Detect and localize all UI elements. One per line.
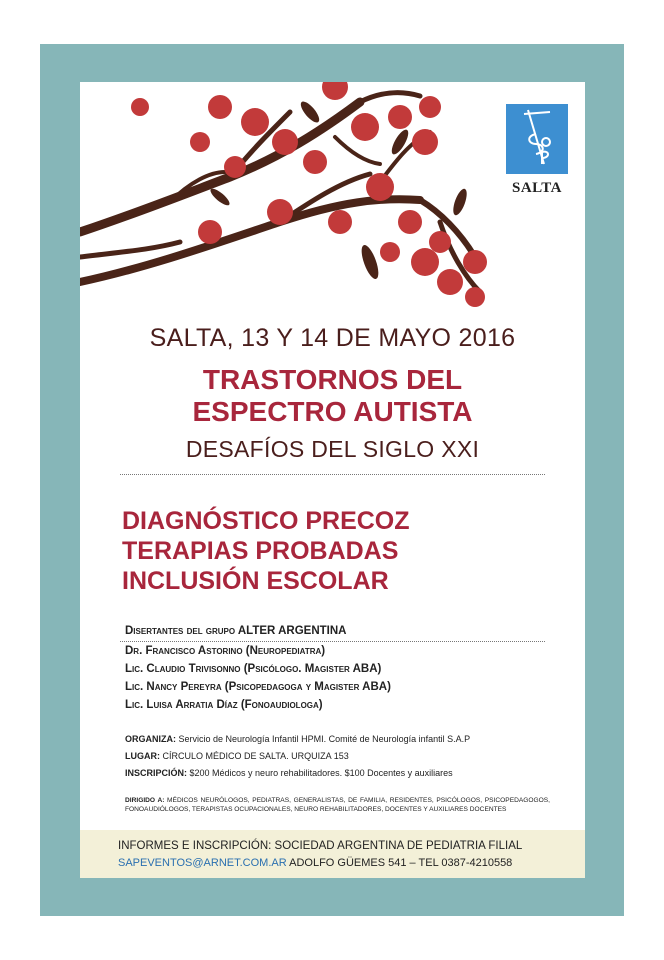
- speaker-1: Dr. Francisco Astorino (Neuropediatra): [125, 645, 326, 657]
- footer-informes: INFORMES E INSCRIPCIÓN: SOCIEDAD ARGENTINA DE PEDIATRIA FILIAL: [118, 840, 523, 852]
- event-title-line2: ESPECTRO AUTISTA: [192, 396, 473, 427]
- footer-band: [80, 830, 585, 878]
- lugar-info: [125, 751, 349, 761]
- event-date: SALTA, 13 Y 14 DE MAYO 2016: [149, 324, 516, 352]
- speaker-3: Lic. Nancy Pereyra (Psicopedagoga y Magister ABA): [125, 681, 391, 693]
- blossom-branch-illustration: [80, 82, 500, 322]
- poster: [80, 82, 585, 878]
- inscripcion-value: $200 Médicos y neuro rehabilitadores. $100 Docentes y auxiliares: [187, 768, 453, 778]
- contact-email-link[interactable]: SAPEVENTOS@ARNET.COM.AR: [118, 857, 287, 869]
- inscripcion-info: [125, 768, 453, 778]
- event-title-line1: TRASTORNOS DEL: [202, 364, 463, 395]
- lugar-label: LUGAR:: [125, 751, 160, 761]
- logo-text: SALTA: [511, 180, 563, 196]
- speakers-heading: Disertantes del grupo ALTER ARGENTINA: [125, 625, 347, 637]
- dirigido-info: [125, 796, 550, 814]
- inscripcion-label: INSCRIPCIÓN:: [125, 768, 188, 778]
- organiza-info: [125, 734, 470, 744]
- speaker-2: Lic. Claudio Trivisonno (Psicólogo. Magister ABA): [125, 663, 382, 675]
- topic-1: DIAGNÓSTICO PRECOZ: [122, 507, 410, 535]
- divider: [120, 474, 545, 475]
- sap-emblem-icon: [506, 104, 568, 174]
- sap-logo: [506, 104, 568, 197]
- speaker-4: Lic. Luisa Arratia Díaz (Fonoaudiologa): [125, 699, 323, 711]
- topic-3: INCLUSIÓN ESCOLAR: [122, 567, 389, 595]
- organiza-value: Servicio de Neurología Infantil HPMI. Comité de Neurología infantil S.A.P: [176, 734, 471, 744]
- organiza-label: ORGANIZA:: [125, 734, 176, 744]
- lugar-value: CÍRCULO MÉDICO DE SALTA. URQUIZA 153: [160, 751, 349, 761]
- contact-address: ADOLFO GÜEMES 541 – TEL 0387-4210558: [286, 857, 513, 869]
- dirigido-value: MÉDICOS NEURÓLOGOS, PEDIATRAS, GENERALISTAS, DE FAMILIA, RESIDENTES, PSICÓLOGOS, PSICOPEDAGOGOS, FONOAUDIÓLOGOS, TERAPISTAS OCUPACIONALES, NEURO REHABILITADORES, DOCENTES Y AUXILIARES DOCENTES: [125, 797, 550, 813]
- divider: [120, 641, 545, 642]
- topic-2: TERAPIAS PROBADAS: [122, 537, 399, 565]
- logo-mark: [506, 104, 568, 174]
- dirigido-label: DIRIGIDO A:: [125, 797, 165, 804]
- footer-contact: [118, 857, 512, 869]
- event-subtitle: DESAFÍOS DEL SIGLO XXI: [185, 436, 480, 462]
